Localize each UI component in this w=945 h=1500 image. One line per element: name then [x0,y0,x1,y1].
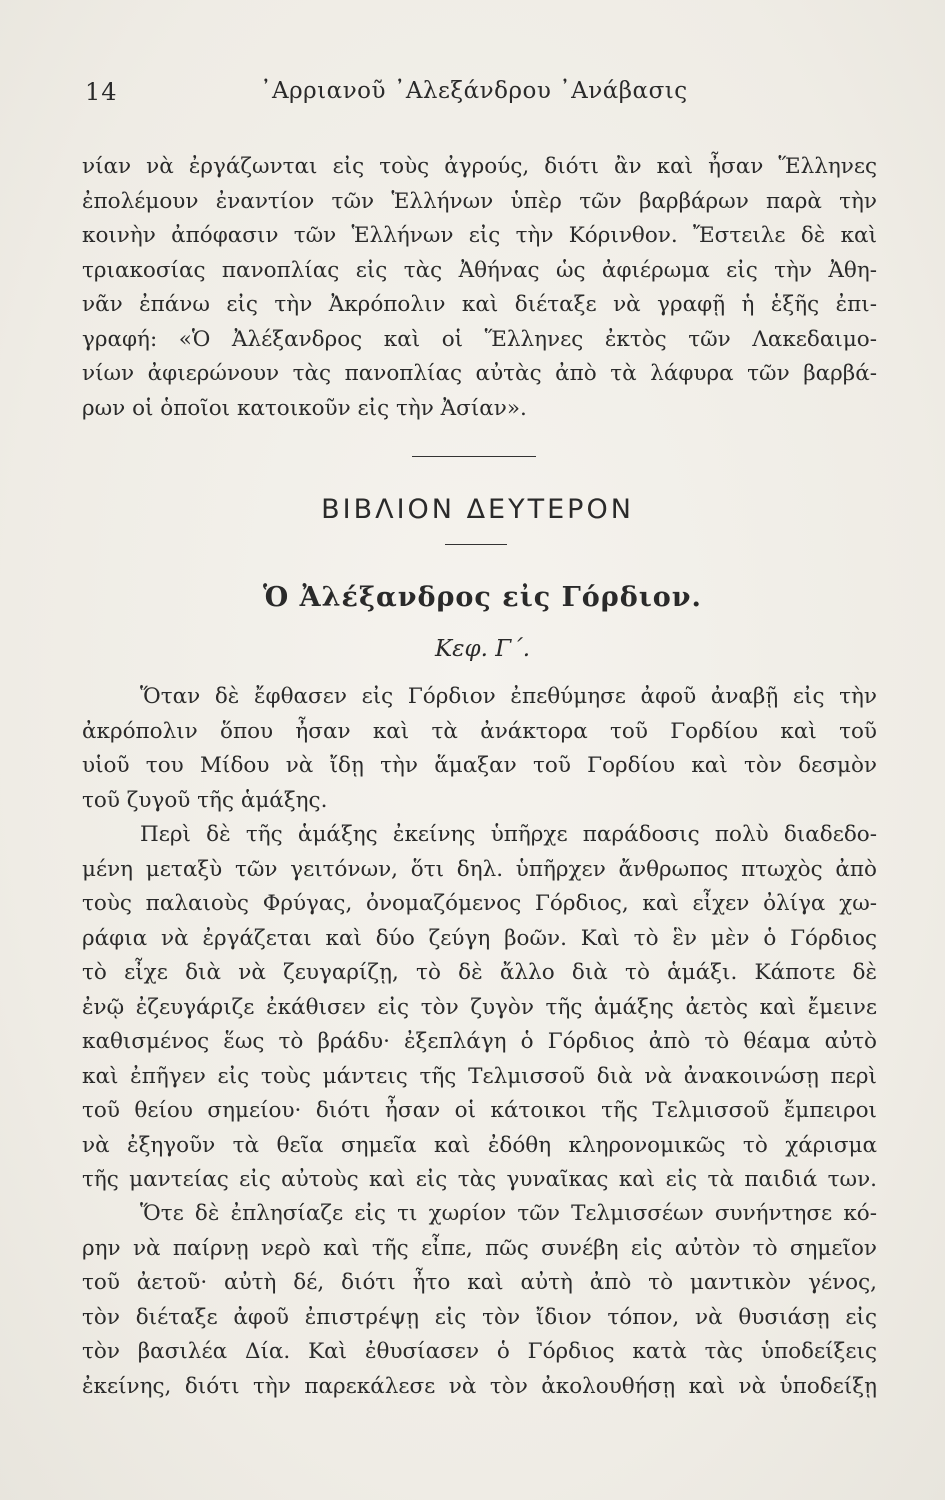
text-line: μένη μεταξὺ τῶν γειτόνων, ὅτι δηλ. ὑπῆρχεν ἄνθρωπος πτωχὸς ἀπὸ [82,856,877,882]
text-line: Ὅτε δὲ ἐπλησίαζε εἰς τι χωρίον τῶν Τελμισσέων συνήντησε κό- [140,1201,877,1226]
text-line: τῆς μαντείας εἰς αὐτοὺς καὶ εἰς τὰς γυναῖκας καὶ εἰς τὰ παιδιά των. [82,1167,877,1192]
body-paragraph-2 [82,818,877,1198]
text-line: τὸν διέταξε ἀφοῦ ἐπιστρέψῃ εἰς τὸν ἴδιον τόπον, νὰ θυσιάσῃ εἰς [82,1304,877,1330]
body-paragraph-1 [82,680,877,818]
heading-divider [445,544,507,545]
text-line: Ὅταν δὲ ἔφθασεν εἰς Γόρδιον ἐπεθύμησε ἀφοῦ ἀναβῇ εἰς τὴν [140,684,877,709]
text-line: καὶ ἐπῆγεν εἰς τοὺς μάντεις τῆς Τελμισσοῦ διὰ νὰ ἀνακοινώσῃ περὶ [82,1063,877,1089]
book-title: ᾿Αρριανοῦ ᾿Αλεξάνδρου ᾿Ανάβασις [260,78,688,104]
text-line: ἀκρόπολιν ὅπου ἦσαν καὶ τὰ ἀνάκτορα τοῦ Γορδίου καὶ τοῦ [82,718,877,744]
text-line: τοῦ ἀετοῦ· αὐτὴ δέ, διότι ἦτο καὶ αὐτὴ ἀπὸ τὸ μαντικὸν γένος, [82,1270,877,1295]
text-line: τὸν βασιλέα Δία. Καὶ ἐθυσίασεν ὁ Γόρδιος κατὰ τὰς ὑποδείξεις [82,1339,877,1364]
page-number: 14 [85,78,118,106]
book-heading: ΒΙΒΛΙΟΝ ΔΕΥΤΕΡΟΝ [321,494,634,525]
text-line: νὰ ἐξηγοῦν τὰ θεῖα σημεῖα καὶ ἐδόθη κληρονομικῶς τὸ χάρισμα [82,1132,877,1158]
text-line: ρην νὰ παίρνῃ νερὸ καὶ τῆς εἶπε, πῶς συνέβη εἰς αὐτὸν τὸ σημεῖον [82,1235,877,1261]
text-line: ἐκείνης, διότι τὴν παρεκάλεσε νὰ τὸν ἀκολουθήσῃ καὶ νὰ ὑποδείξῃ [82,1373,877,1399]
text-line: γραφή: «Ὁ Ἀλέξανδρος καὶ οἱ Ἕλληνες ἐκτὸς τῶν Λακεδαιμο- [82,326,877,352]
text-line: Περὶ δὲ τῆς ἁμάξης ἐκείνης ὑπῆρχε παράδοσις πολὺ διαδεδο- [140,822,877,847]
text-line: ρων οἱ ὁποῖοι κατοικοῦν εἰς τὴν Ἀσίαν». [82,395,527,421]
body-paragraph-3 [82,1197,877,1404]
text-line: τὸ εἶχε διὰ νὰ ζευγαρίζῃ, τὸ δὲ ἄλλο διὰ τὸ ἁμάξι. Κάποτε δὲ [82,960,877,985]
top-paragraph [82,150,877,426]
chapter-title: Ὁ Ἀλέξανδρος εἰς Γόρδιον. [263,582,702,613]
text-line: καθισμένος ἕως τὸ βράδυ· ἐξεπλάγη ὁ Γόρδιος ἀπὸ τὸ θέαμα αὐτὸ [82,1029,877,1054]
text-line: τοὺς παλαιοὺς Φρύγας, ὀνομαζόμενος Γόρδιος, καὶ εἶχεν ὀλίγα χω- [82,891,877,916]
text-line: ἐπολέμουν ἐναντίον τῶν Ἑλλήνων ὑπὲρ τῶν βαρβάρων παρὰ τὴν [82,188,877,214]
chapter-number: Κεφ. Γ΄. [434,636,531,662]
text-line: τοῦ θείου σημείου· διότι ἦσαν οἱ κάτοικοι τῆς Τελμισσοῦ ἔμπειροι [82,1098,877,1123]
text-line: νίων ἀφιερώνουν τὰς πανοπλίας αὐτὰς ἀπὸ τὰ λάφυρα τῶν βαρβά- [82,361,877,386]
text-line: ἐνῷ ἐζευγάριζε ἐκάθισεν εἰς τὸν ζυγὸν τῆς ἁμάξης ἀετὸς καὶ ἔμεινε [82,994,877,1020]
text-line: τοῦ ζυγοῦ τῆς ἁμάξης. [82,787,328,813]
text-line: ράφια νὰ ἐργάζεται καὶ δύο ζεύγη βοῶν. Καὶ τὸ ἓν μὲν ὁ Γόρδιος [82,925,877,951]
text-line: νᾶν ἐπάνω εἰς τὴν Ἀκρόπολιν καὶ διέταξε νὰ γραφῇ ἡ ἑξῆς ἐπι- [82,292,877,317]
section-divider [412,456,536,457]
text-line: τριακοσίας πανοπλίας εἰς τὰς Ἀθήνας ὡς ἀφιέρωμα εἰς τὴν Ἀθη- [82,257,877,283]
text-line: νίαν νὰ ἐργάζωνται εἰς τοὺς ἀγρούς, διότι ἂν καὶ ἦσαν Ἕλληνες [82,154,877,179]
text-line: υἱοῦ του Μίδου νὰ ἴδῃ τὴν ἅμαξαν τοῦ Γορδίου καὶ τὸν δεσμὸν [82,753,877,778]
running-head [85,78,875,118]
text-line: κοινὴν ἀπόφασιν τῶν Ἑλλήνων εἰς τὴν Κόρινθον. Ἔστειλε δὲ καὶ [82,223,877,248]
